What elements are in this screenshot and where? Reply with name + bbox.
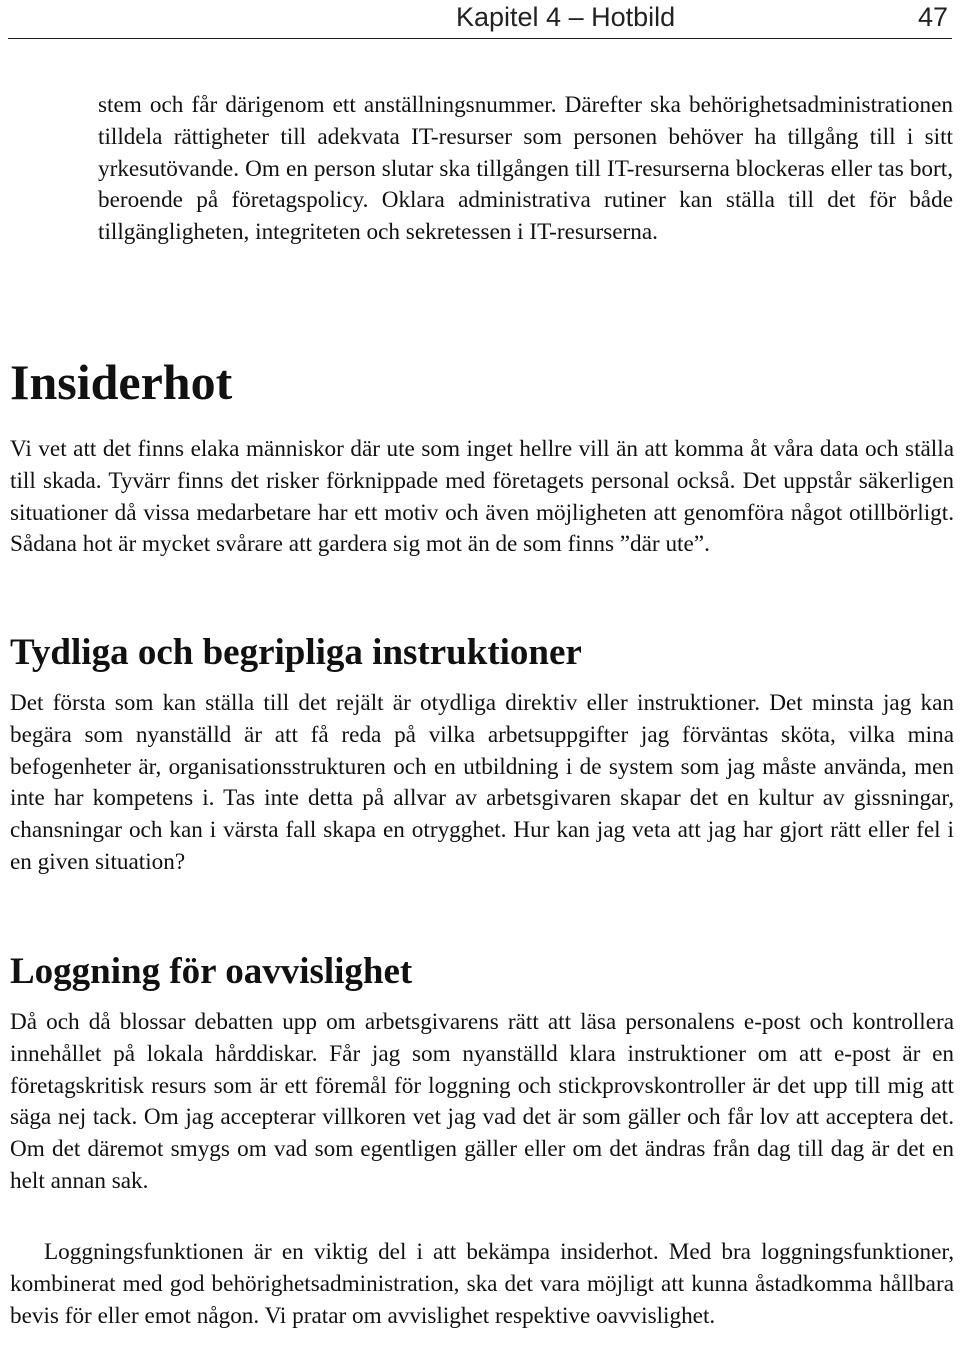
loggning-paragraph-1: Då och då blossar debatten upp om arbetsgivarens rätt att läsa personalens e-post och kontrollera innehållet på lokala hårddiskar. Får jag som nyanställd klara instruktioner om att e-post är en företagskritisk resurs som är ett föremål för loggning och stickprovskontroller är det upp till mig att säga nej tack. Om jag accepterar villkoren vet jag vad det är som gäller och får lov att acceptera det. Om det däremot smygs om vad som egentligen gäller eller om det ändras från dag till dag är det en helt annan sak.: [10, 1009, 954, 1194]
intro-paragraph: stem och får därigenom ett anställningsnummer. Därefter ska behörighetsadministrationen tilldela rättigheter till adekvata IT-resurser som personen behöver ha tillgång till i sitt yrkesutövande. Om en person slutar ska tillgången till IT-resurserna blockeras eller tas bort, beroende på företagspolicy. Oklara administrativa rutiner kan ställa till det för både tillgängligheten, integriteten och sekretessen i IT-resurserna.: [98, 92, 953, 246]
chapter-title: Kapitel 4 – Hotbild: [456, 2, 676, 32]
section-heading-instruktioner: Tydliga och begripliga instruktioner: [10, 632, 582, 673]
section-heading-insiderhot: Insiderhot: [10, 354, 233, 410]
loggning-paragraph-2: Loggningsfunktionen är en viktig del i att bekämpa insiderhot. Med bra loggningsfunktioner, kombinerat med god behörighetsadministration, ska det vara möjligt att kunna åstadkomma hållbara bevis för eller emot någon. Vi pratar om avvislighet respektive oavvislighet.: [10, 1239, 954, 1329]
page-header: [8, 0, 952, 39]
page-number: 47: [917, 2, 948, 32]
insiderhot-paragraph: Vi vet att det finns elaka människor där ute som inget hellre vill än att komma åt våra data och ställa till skada. Tyvärr finns det risker förknippade med företagets personal också. Det uppstår säkerligen situationer då vissa medarbetare har ett motiv och även möjligheten att genomföra något otillbörligt. Sådana hot är mycket svårare att gardera sig mot än de som finns ”där ute”.: [10, 436, 954, 558]
section-heading-loggning: Loggning för oavvislighet: [10, 951, 413, 992]
instruktioner-paragraph: Det första som kan ställa till det rejält är otydliga direktiv eller instruktioner. Det minsta jag kan begära som nyanställd är att få reda på vilka arbetsuppgifter jag förväntas sköta, vilka mina befogenheter är, organisationsstrukturen och en utbildning i de system som jag måste använda, men inte har kompetens i. Tas inte detta på allvar av arbetsgivaren skapar det en kultur av gissningar, chansningar och kan i värsta fall skapa en otrygghet. Hur kan jag veta att jag har gjort rätt eller fel i en given situation?: [10, 690, 954, 875]
